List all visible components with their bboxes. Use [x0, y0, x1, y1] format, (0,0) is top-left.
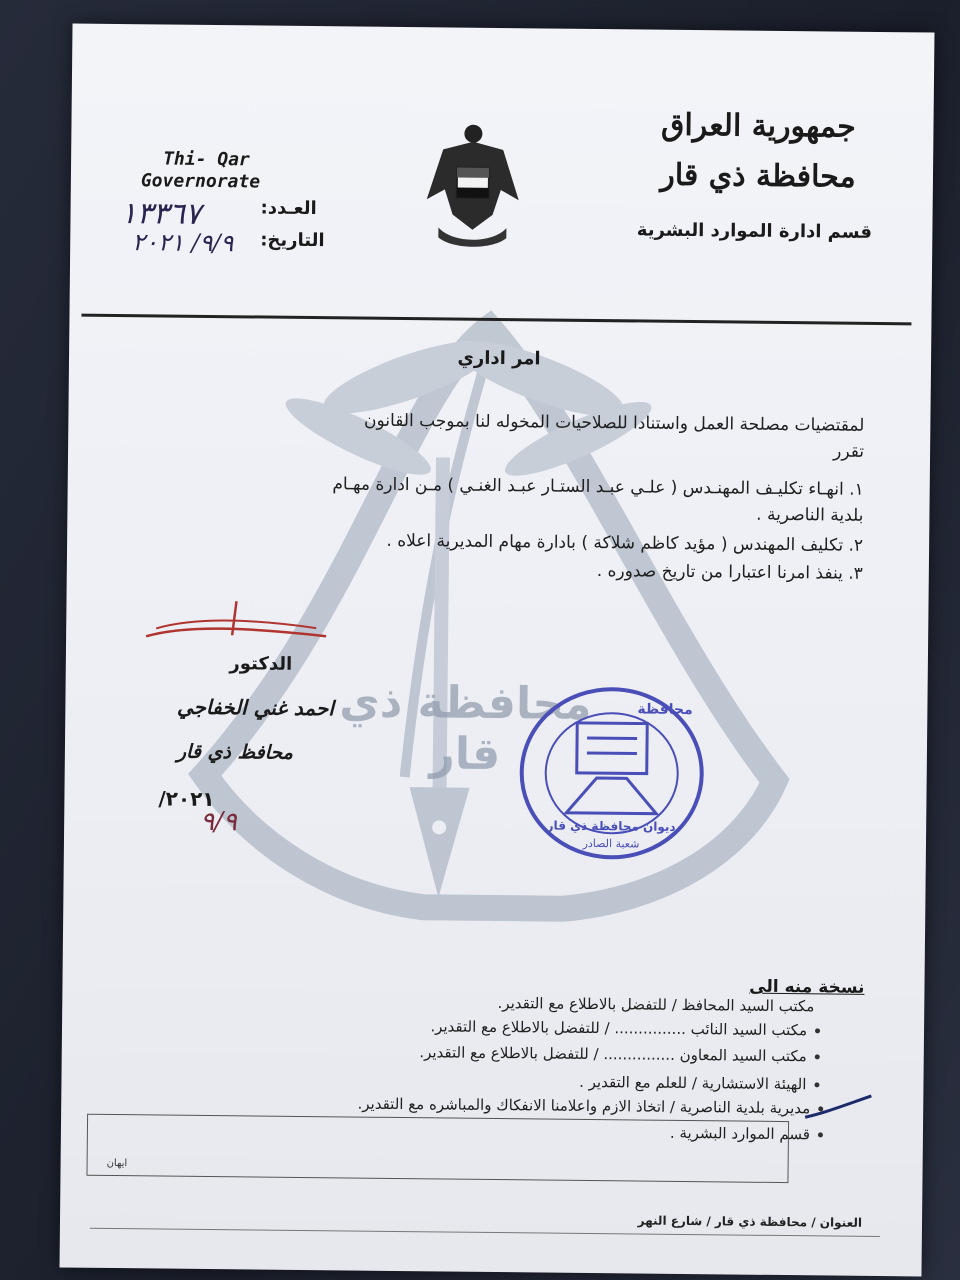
body-item-1-line-1: ١. انهـاء تكليـف المهنـدس ( علـي عبـد الستـار عبـد الغنـي ) مـن ادارة مهـام [332, 474, 864, 500]
handwritten-mark [136, 596, 337, 658]
date-label: التاريخ: [260, 229, 325, 252]
governorate-title: محافظة ذي قار [660, 157, 856, 195]
stamp-sub-text: شعبة الصادر [582, 836, 640, 851]
document-page [60, 24, 935, 1277]
body-decide: تقرر [833, 441, 865, 462]
signature-title: الدكتور [229, 653, 293, 675]
signature-name: احمد غني الخفاجي [176, 694, 334, 721]
footer-address: العنوان / محافظة ذي قار / شارع النهر [637, 1213, 863, 1230]
copy-bullet [815, 1028, 820, 1033]
copies-heading: نسخة منه الى [749, 976, 865, 998]
body-item-1-line-2: بلدية الناصرية . [756, 504, 864, 526]
english-governorate-line2: Governorate [140, 170, 261, 193]
body-intro: لمقتضيات مصلحة العمل واستنادا للصلاحيات المخوله لنا بموجب القانون [363, 410, 865, 436]
number-label: العـدد: [260, 197, 317, 220]
signature-position: محافظ ذي قار [176, 740, 294, 764]
copy-item: قسم الموارد البشرية . [670, 1124, 823, 1144]
body-item-3: ٣. ينفذ امرنا اعتبارا من تاريخ صدوره . [596, 561, 863, 584]
english-governorate-line1: Thi- Qar [163, 148, 250, 171]
iraq-eagle-emblem-icon [422, 119, 523, 250]
copy-item: الهيئة الاستشارية / للعلم مع التقدير . [579, 1073, 820, 1094]
footer-box [86, 1114, 789, 1183]
order-title: امر اداري [457, 347, 541, 370]
watermark-text: محافظة ذي قار [339, 676, 592, 781]
pen-tick-mark [803, 1091, 873, 1122]
copy-item: مكتب السيد المحافظ / للتفضل بالاطلاع مع التقدير. [497, 994, 815, 1016]
copy-bullet [815, 1054, 820, 1059]
official-stamp [516, 682, 708, 864]
stamp-bottom-text: ديوان محافظة ذي قار [546, 818, 676, 834]
body-item-2: ٢. تكليف المهندس ( مؤيد كاظم شلاكة ) بادارة مهام المديرية اعلاه . [386, 530, 864, 556]
date-value: ٩/٩/ ٢٠٢١ [132, 228, 234, 258]
typist-initials: ايهان [106, 1157, 128, 1170]
copy-item: مديرية بلدية الناصرية / اتخاذ الازم واعلامنا الانفكاك والمباشره مع التقدير. [357, 1095, 823, 1118]
stamp-top-text: محافظة [637, 701, 693, 719]
copy-item: مكتب السيد المعاون ............... / للتفضل بالاطلاع مع التقدير. [419, 1043, 820, 1065]
department-title: قسم ادارة الموارد البشرية [636, 219, 873, 243]
signature-date-year: ٢٠٢١/ [158, 786, 215, 812]
republic-title: جمهورية العراق [660, 107, 857, 145]
number-value: ١٣٣٦٧ [120, 196, 202, 232]
copy-bullet [814, 1082, 819, 1087]
copy-bullet [818, 1132, 823, 1137]
footer-divider [90, 1228, 880, 1237]
copy-item: مكتب السيد النائب ............... / للتفضل بالاطلاع مع التقدير. [430, 1017, 820, 1039]
signature-date-handwritten: ٩/٩ [200, 806, 238, 838]
